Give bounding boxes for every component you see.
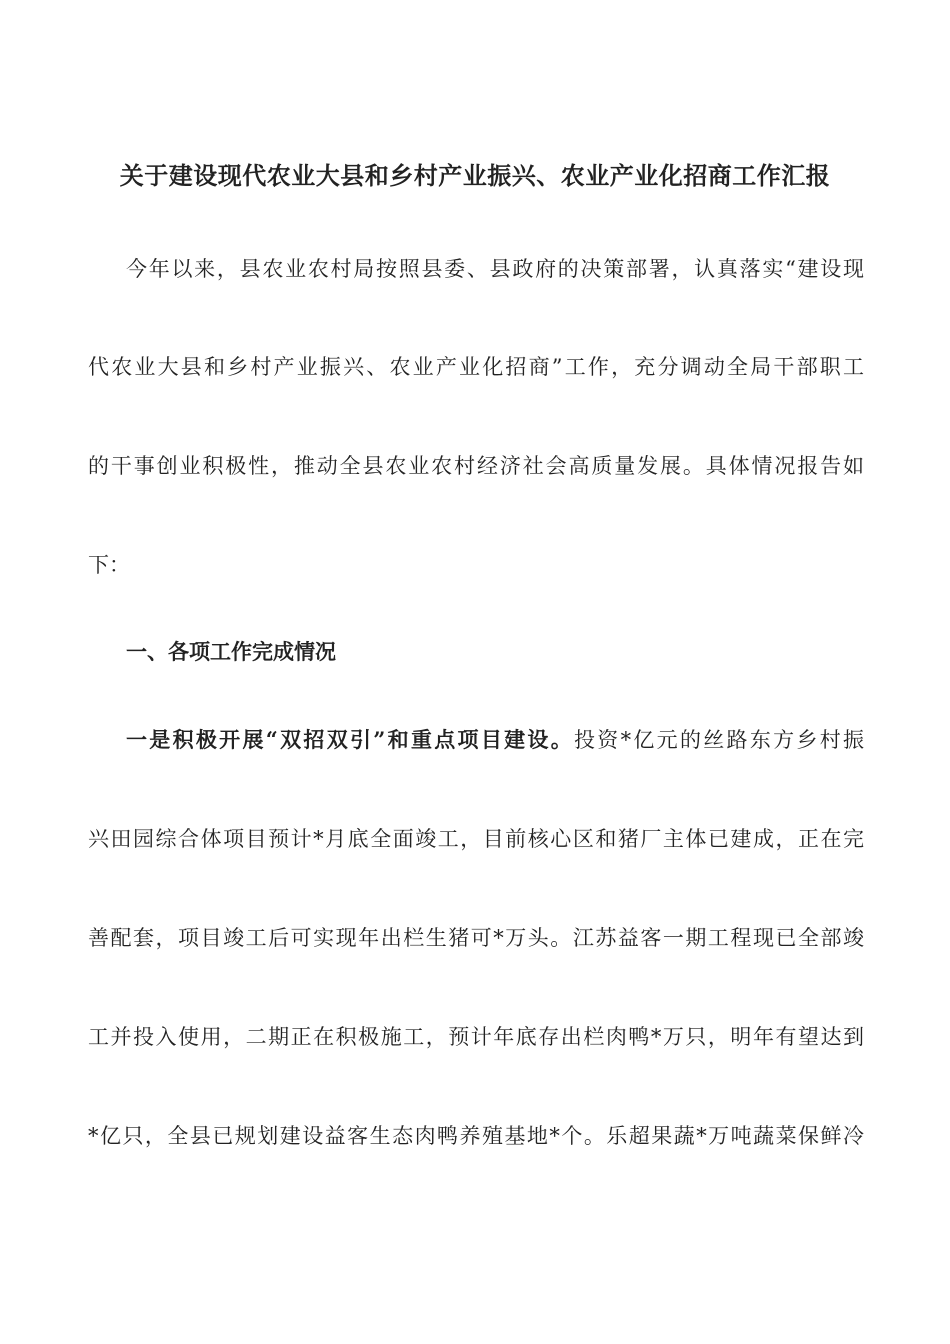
item1-text-1: 投资*亿元的丝路东方乡村振 [574,728,864,752]
item1-line-1 [126,725,864,755]
item1-line-3: 善配套，项目竣工后可实现年出栏生猪可*万头。江苏益客一期工程现已全部竣 [88,926,864,950]
item1-line-5: *亿只，全县已规划建设益客生态肉鸭养殖基地*个。乐超果蔬*万吨蔬菜保鲜冷 [88,1124,864,1148]
section-heading: 一、各项工作完成情况 [126,639,336,664]
item1-line-2: 兴田园综合体项目预计*月底全面竣工，目前核心区和猪厂主体已建成，正在完 [88,827,864,851]
item1-line-4: 工并投入使用，二期正在积极施工，预计年底存出栏肉鸭*万只，明年有望达到 [88,1025,864,1049]
intro-line-4: 下： [88,553,130,577]
intro-line-3: 的干事创业积极性，推动全县农业农村经济社会高质量发展。具体情况报告如 [88,454,864,478]
intro-line-1: 今年以来，县农业农村局按照县委、县政府的决策部署，认真落实“建设现 [126,257,864,281]
document-title: 关于建设现代农业大县和乡村产业振兴、农业产业化招商工作汇报 [119,161,831,190]
item1-bold-lead: 一是积极开展“双招双引”和重点项目建设。 [126,727,574,752]
intro-line-2: 代农业大县和乡村产业振兴、农业产业化招商”工作，充分调动全局干部职工 [88,355,864,379]
